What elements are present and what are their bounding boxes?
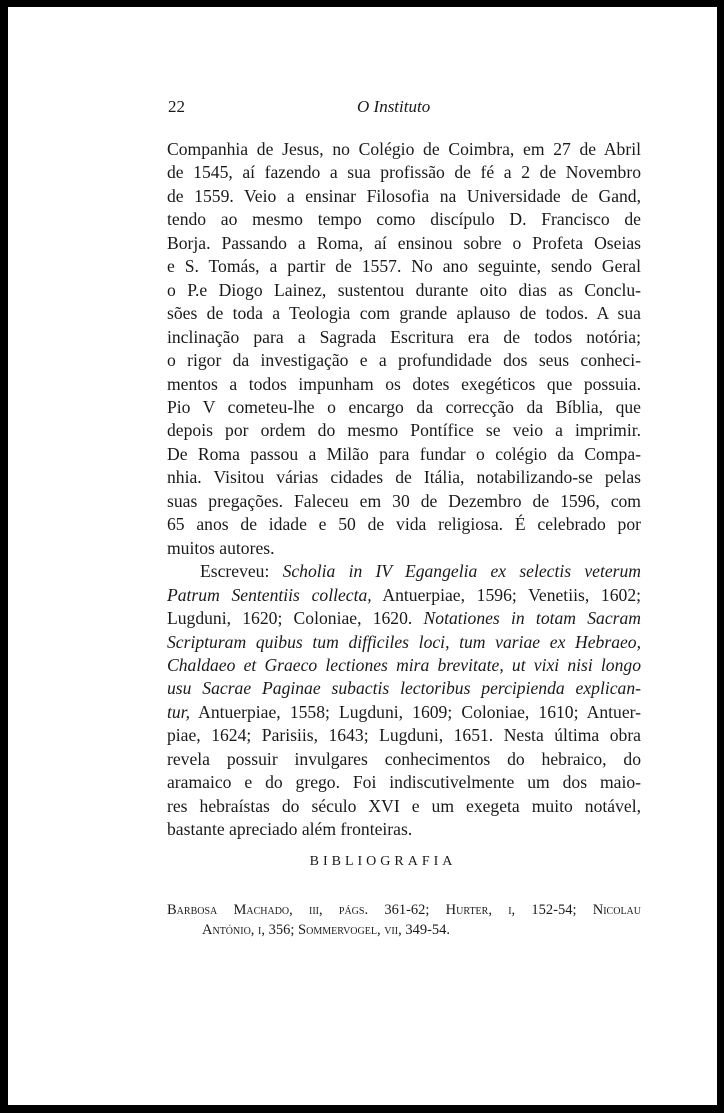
text-line: sões de toda a Teologia com grande aplauso de todos. A sua xyxy=(167,303,641,324)
work-title: Chaldaeo et Graeco lectiones mira brevitate, ut vixi nisi longo xyxy=(167,654,641,675)
text-line: o P.e Diogo Lainez, sustentou durante oito dias as Conclu- xyxy=(167,279,641,300)
text-line: nhia. Visitou várias cidades de Itália, notabilizando-se pelas xyxy=(167,467,641,488)
text-line: Borja. Passando a Roma, aí ensinou sobre o Profeta Oseias xyxy=(167,232,641,253)
bibliography-heading: BIBLIOGRAFIA xyxy=(309,854,457,869)
running-title: O Instituto xyxy=(357,97,431,116)
text-line: revela possuir invulgares conhecimentos do hebraico, do xyxy=(167,748,641,769)
text-line: muitos autores. xyxy=(167,537,275,558)
text-line: tendo ao mesmo tempo como discípulo D. Francisco de xyxy=(167,209,641,230)
text-line: Pio V cometeu-lhe o encargo da correcção da Bíblia, que xyxy=(167,396,641,417)
text-line: de 1559. Veio a ensinar Filosofia na Universidade de Gand, xyxy=(167,185,641,206)
text-line: bastante apreciado além fronteiras. xyxy=(167,819,413,840)
text-line: res hebraístas do século XVI e um exegeta muito notável, xyxy=(167,795,641,816)
text-line: o rigor da investigação e a profundidade dos seus conheci- xyxy=(167,350,641,371)
text-line: inclinação para a Sagrada Escritura era de todos notória; xyxy=(167,326,641,347)
text-run: Escreveu: xyxy=(200,561,283,582)
bibliography-line: António, i, 356; Sommervogel, vii, 349-54. xyxy=(202,921,451,938)
text-line: Companhia de Jesus, no Colégio de Coimbra, em 27 de Abril xyxy=(167,139,641,159)
text-run: Lugduni, 1620; Coloniae, 1620. xyxy=(167,608,424,629)
text-run: Antuerpiae, 1558; Lugduni, 1609; Coloniae, 1610; Antuer- xyxy=(189,701,641,722)
text-line: suas pregações. Faleceu em 30 de Dezembro de 1596, com xyxy=(167,490,641,511)
page-number: 22 xyxy=(168,97,185,116)
text-line: piae, 1624; Parisiis, 1643; Lugduni, 1651. Nesta última obra xyxy=(167,725,641,746)
text-line: depois por ordem do mesmo Pontífice se veio a imprimir. xyxy=(167,420,641,441)
text-line: de 1545, aí fazendo a sua profissão de fé a 2 de Novembro xyxy=(167,162,641,183)
text-line: 65 anos de idade e 50 de vida religiosa. É celebrado por xyxy=(167,514,641,535)
text-run: Antuerpiae, 1596; Venetiis, 1602; xyxy=(371,584,641,605)
bibliography-line: Barbosa Machado, iii, págs. 361-62; Hurter, i, 152-54; Nicolau xyxy=(167,902,641,918)
text-line: mentos a todos impunham os dotes exegéticos que possuia. xyxy=(167,373,641,394)
work-title: Patrum Sententiis collecta, xyxy=(167,584,372,605)
work-title: Scholia in IV Egangelia ex selectis veterum xyxy=(282,561,641,582)
work-title: Scripturam quibus tum difficiles loci, tum variae ex Hebraeo, xyxy=(167,631,641,652)
work-title: tur, xyxy=(167,701,190,722)
text-line: e S. Tomás, a partir de 1557. No ano seguinte, sendo Geral xyxy=(167,256,641,277)
work-title: usu Sacrae Paginae subactis lectoribus percipienda explican- xyxy=(167,678,641,699)
text-line: De Roma passou a Milão para fundar o colégio da Compa- xyxy=(167,443,641,464)
text-line: aramaico e do grego. Foi indiscutivelmente um dos maio- xyxy=(167,772,641,793)
work-title: Notationes in totam Sacram xyxy=(423,608,641,629)
